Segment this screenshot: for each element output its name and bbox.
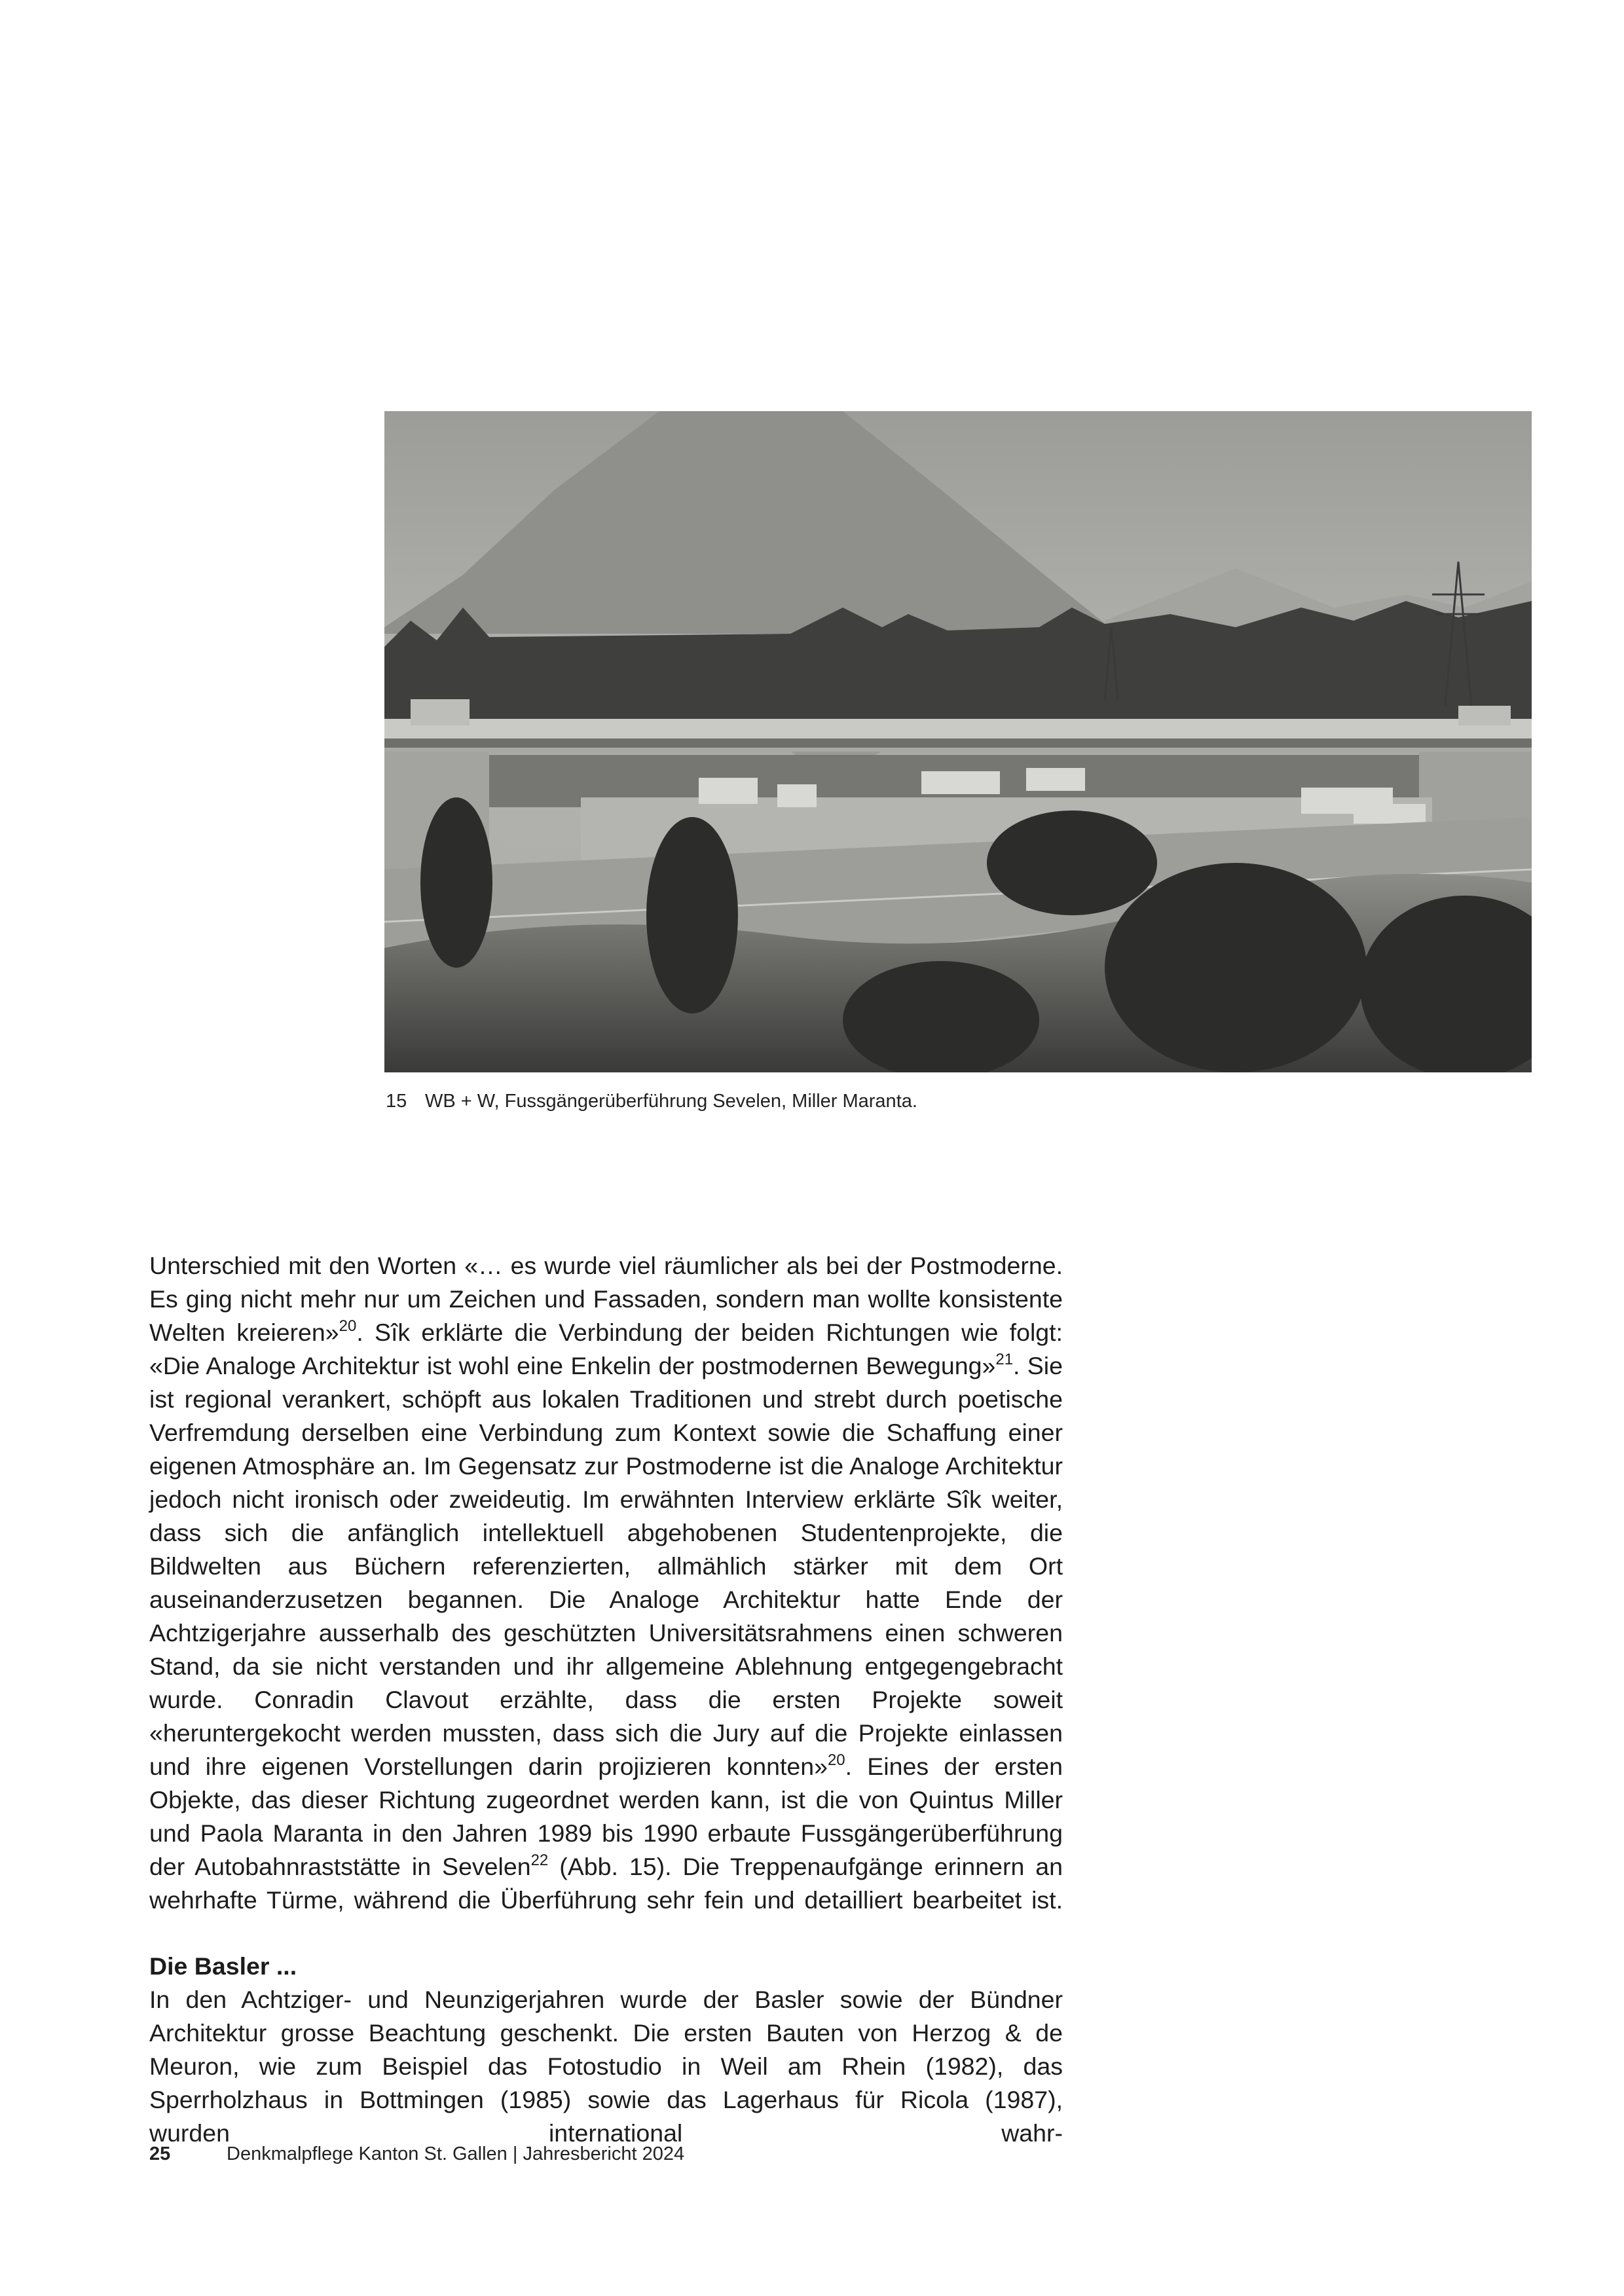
section-heading: Die Basler ...	[149, 1952, 297, 1980]
figure-number: 15	[386, 1091, 407, 1112]
page-number: 25	[149, 2143, 171, 2164]
footnote-ref: 20	[827, 1751, 845, 1769]
paragraph-basler: In den Achtziger- und Neunzigerjahren wurde der Basler sowie der Bündner Architektur grosse Beachtung geschenkt. Die ersten Bauten von Herzog & de Meuron, wie zum Beispiel das Fotostudio in Weil am Rhein (1982), das Sperrholzhaus in Bottmingen (1985) sowie das Lagerhaus für Ricola (1987), wurden international wahr-	[149, 1986, 1063, 2147]
footnote-ref: 20	[339, 1317, 357, 1335]
photo-pedestrian-bridge-sevelen	[384, 411, 1532, 1072]
body-text	[149, 1249, 1063, 2150]
bw-photograph	[384, 411, 1532, 1072]
paragraph-analoge-architektur: Unterschied mit den Worten «… es wurde viel räumlicher als bei der Postmoderne. Es ging nicht mehr nur um Zeichen und Fassaden, sondern man wollte konsistente Welten kreieren»$^{20}$. Sîk erklärte die Verbindung der beiden Richtungen wie folgt: «Die Analoge Architektur ist wohl eine Enkelin der postmodernen Bewegung»$^{21}$. Sie ist regional verankert, schöpft aus lokalen Traditionen und strebt durch poetische Verfremdung derselben eine Verbindung zum Kontext sowie die Schaffung einer eigenen Atmosphäre an. Im Gegensatz zur Postmoderne ist die Analoge Architektur jedoch nicht ironisch oder zweideutig. Im erwähnten Interview erklärte Sîk weiter, dass sich die anfänglich intellektuell abgehobenen Studentenprojekte, die Bildwelten aus Büchern referenzierten, allmählich stärker mit dem Ort auseinanderzusetzen begannen. Die Analoge Architektur hatte Ende der Achtzigerjahre ausserhalb des geschützten Universitätsrahmens einen schweren Stand, da sie nicht verstanden und ihr allgemeine Ablehnung entgegengebracht wurde. Conradin Clavout erzählte, dass die ersten Projekte soweit «heruntergekocht werden mussten, dass sich die Jury auf die Projekte einlassen und ihre eigenen Vorstellungen darin projizieren konnten»$^{20}$. Eines der ersten Objekte, das dieser Richtung zugeordnet werden kann, ist die von Quintus Miller und Paola Maranta in den Jahren 1989 bis 1990 erbaute Fussgängerüberführung der Autobahnraststätte in Sevelen$^{22}$ (Abb. 15). Die Treppenaufgänge erinnern an wehrhafte Türme, während die Überführung sehr fein und detailliert bearbeitet ist.	[149, 1252, 1063, 1914]
figure-caption	[386, 1088, 1499, 1114]
figure-caption-text: WB + W, Fussgängerüberführung Sevelen, Miller Maranta.	[425, 1091, 917, 1112]
publication-title: Denkmalpflege Kanton St. Gallen | Jahresbericht 2024	[227, 2143, 685, 2164]
page-footer	[149, 2141, 684, 2167]
footnote-ref: 22	[530, 1851, 549, 1869]
footnote-ref: 21	[995, 1351, 1014, 1368]
